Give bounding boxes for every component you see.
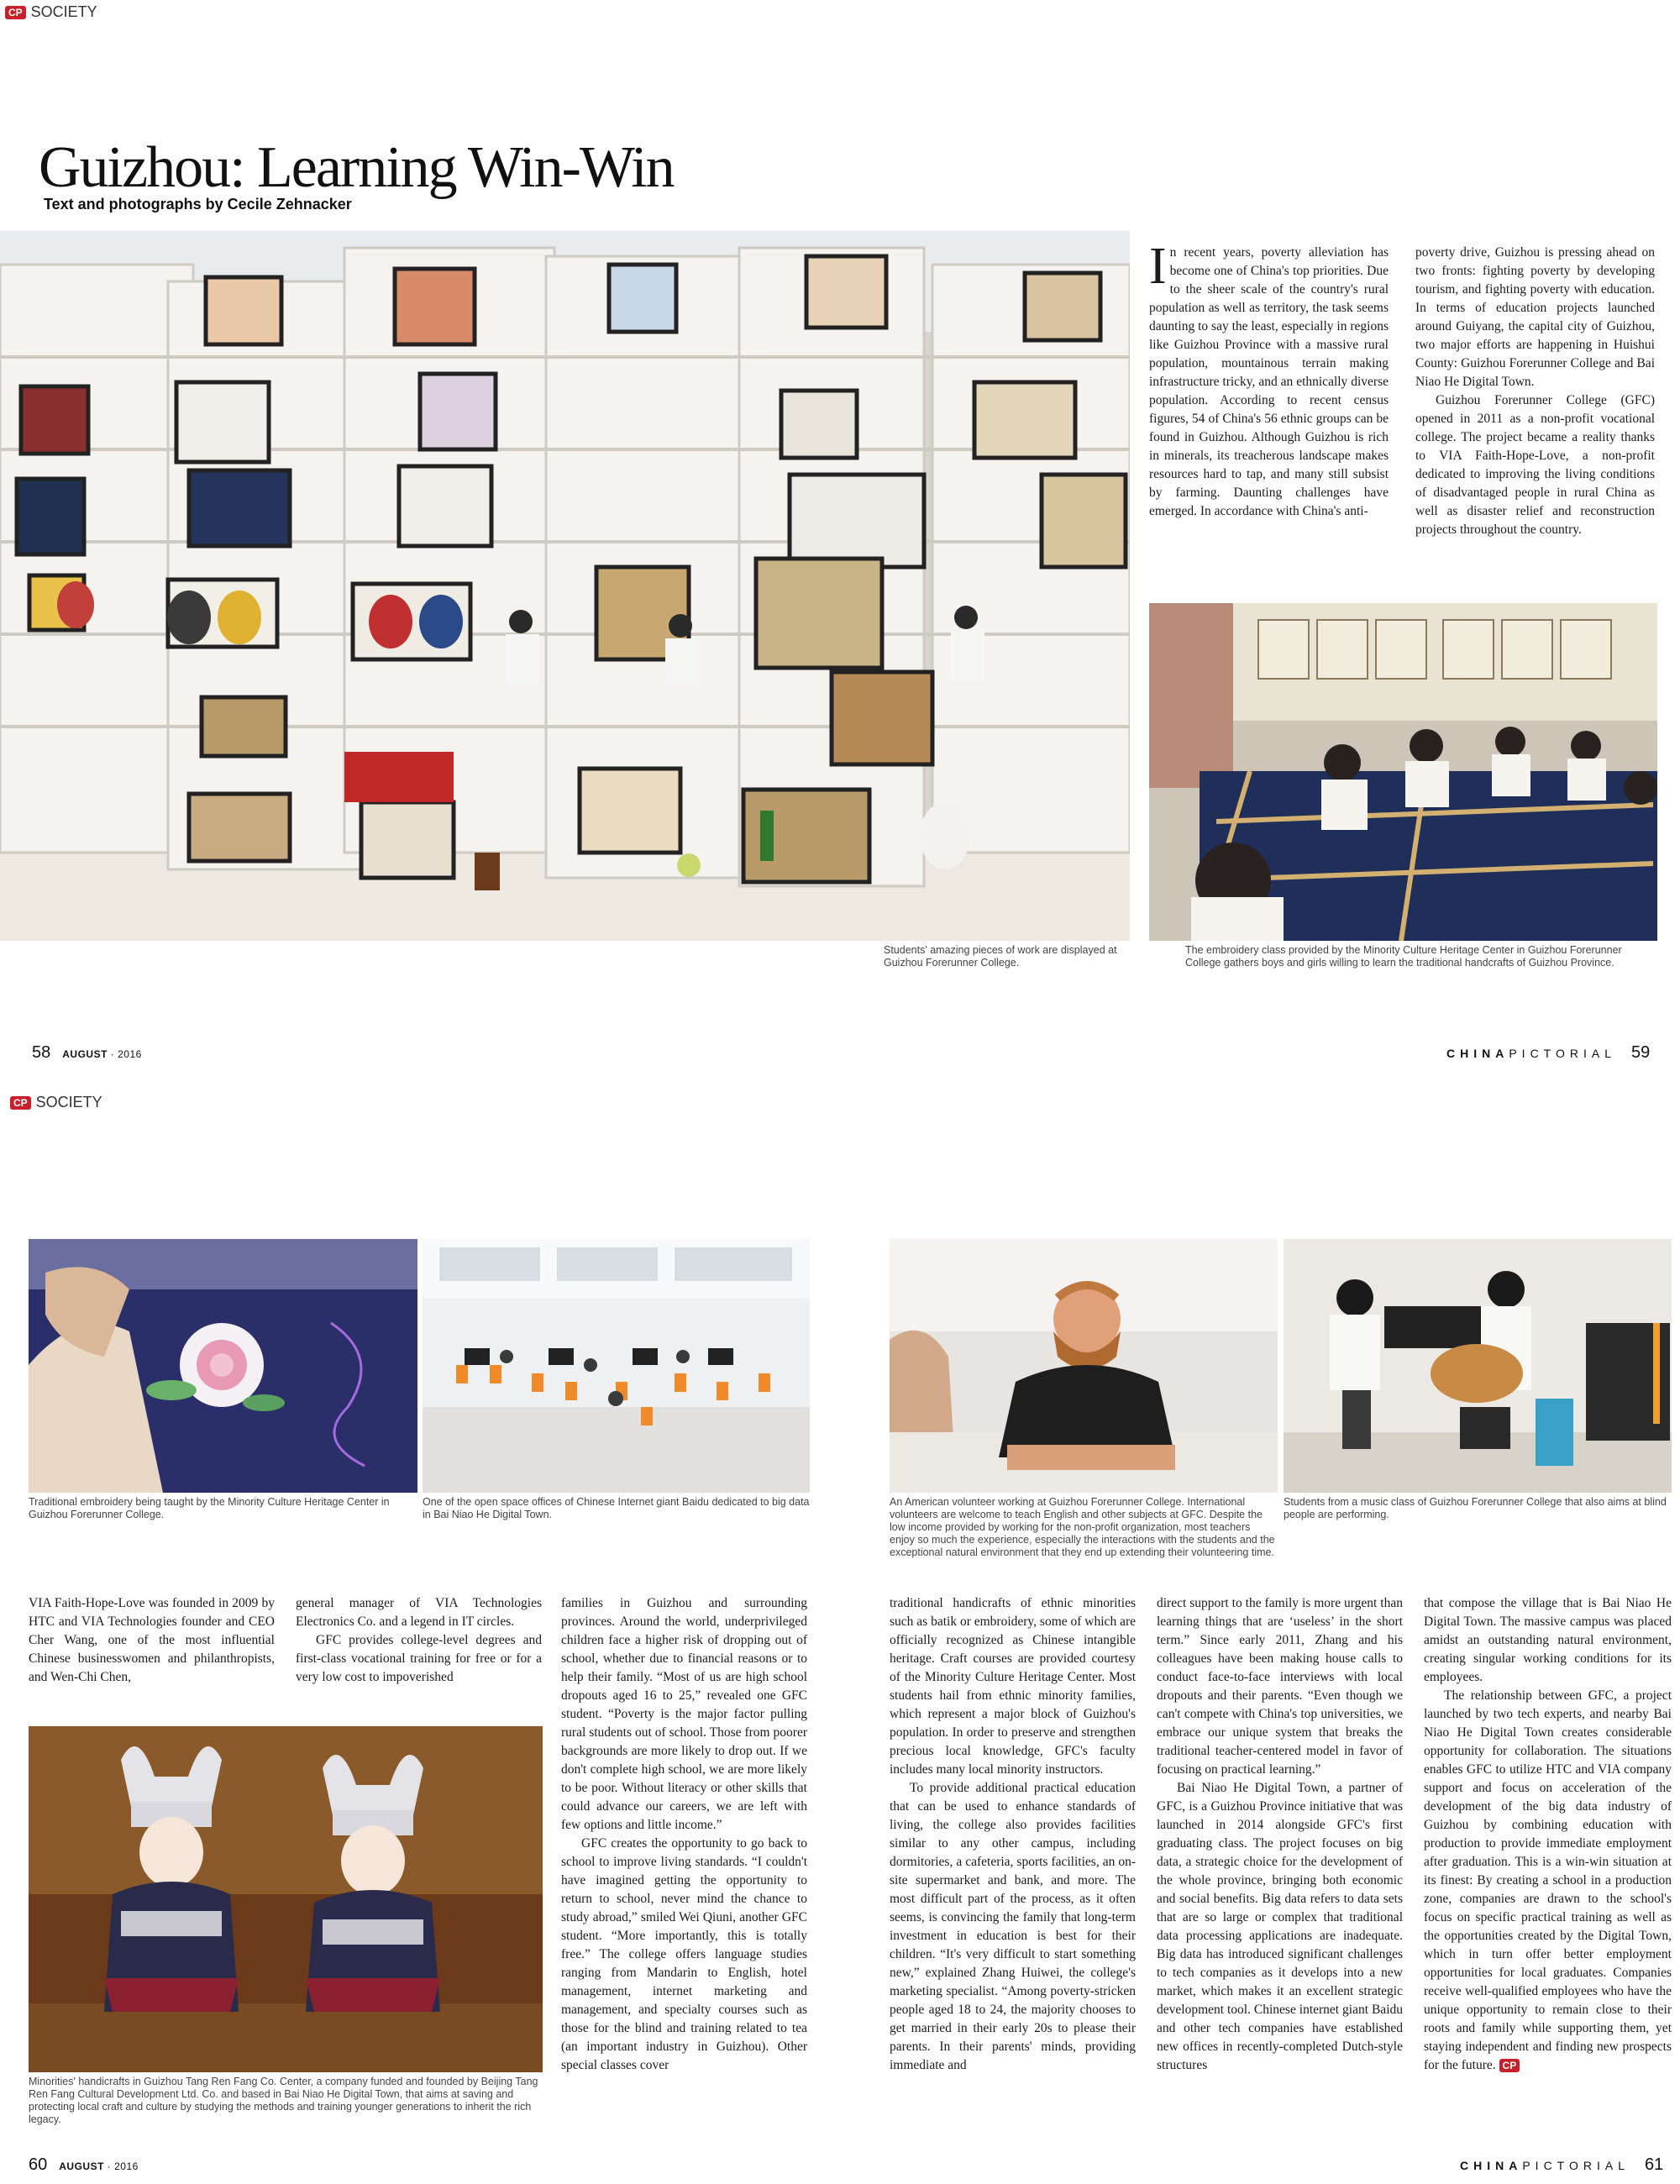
body-col2-p1: general manager of VIA Technologies Electronics Co. and a legend in IT circles. xyxy=(296,1596,542,1629)
masthead-light-bottom: PICTORIAL xyxy=(1522,2159,1630,2172)
embroidery-closeup-illustration xyxy=(29,1239,417,1493)
photo-embroidery-class xyxy=(1149,603,1657,941)
caption-embroidery-closeup: Traditional embroidery being taught by the Minority Culture Heritage Center in Guizhou Forerunner College. xyxy=(29,1496,390,1520)
masthead-bold-bottom: CHINA xyxy=(1460,2159,1523,2172)
intro-text-col1: n recent years, poverty alleviation has become one of China's top priorities. Due to the sheer scale of the country's rural population as well as territory, the task seems daunting to say the least, especially in regions like Guizhou Province with a massive rural population, mountainous terrain making infrastructure tricky, and an ethnically diverse population. According to recent census figures, 54 of China's 56 ethnic groups can be found in Guizhou. Although Guizhou is rich in minerals, its treacherous landscape makes resources hard to tap, and many still subsist by farming. Daunting challenges have emerged. In accordance with China's anti- xyxy=(1149,245,1389,518)
caption-minority-dolls: Minorities' handicrafts in Guizhou Tang Ren Fang Co. Center, a company funded and founded by Beijing Tang Ren Fang Cultural Development Ltd. Co. and based in Bai Niao He Digital Town, that aims at saving and protecting local craft and culture by studying the methods and training younger generations to inherit the rich legacy. xyxy=(29,2076,538,2125)
folio-left-top xyxy=(32,1043,142,1063)
china-pictorial-logo: CP xyxy=(5,6,26,19)
article-title: Guizhou: Learning Win-Win xyxy=(39,135,674,200)
page-number-58: 58 xyxy=(32,1043,51,1062)
body-col3-p2: GFC creates the opportunity to go back to school to improve living standards. “I couldn't have imagined getting the opportunity to return to school, never mind the chance to study abroad,” smiled Wei Qiuni, another GFC student. “More importantly, this is totally free.” The college offers language studies ranging from Mandarin to English, hotel management, internet marketing and management, and specialty courses such as those for the blind and training related to tea (an important industry in Guizhou). Other special classes cover xyxy=(561,1836,807,2072)
caption-shelves: Students' amazing pieces of work are displayed at Guizhou Forerunner College. xyxy=(884,944,1117,969)
caption-volunteer: An American volunteer working at Guizhou Forerunner College. International volunteers are welcome to teach English and other subjects at GFC. Despite the low income provided by working for the non-profit organization, most teachers enjoy so much the experience, especially the interactions with the students and the exceptional natural environment that they end up extending their volunteering time. xyxy=(890,1496,1275,1558)
article-byline: Text and photographs by Cecile Zehnacker xyxy=(44,196,352,213)
masthead-top xyxy=(1446,1047,1616,1060)
photo-shelves-display xyxy=(0,231,1130,941)
caption-embroidery-class: The embroidery class provided by the Minority Culture Heritage Center in Guizhou Forerunner College gathers boys and girls willing to learn the traditional handcrafts of Guizhou Province. xyxy=(1185,944,1622,969)
folio-right-top xyxy=(1446,1043,1650,1063)
masthead-light-top: PICTORIAL xyxy=(1509,1047,1616,1060)
body-column-2 xyxy=(296,1594,542,1687)
page-number-59: 59 xyxy=(1631,1043,1651,1062)
body-col4-p2: To provide additional practical education that can be used to enhance standards of living, the college also provides facilities similar to any other campus, including dormitories, a cafeteria, sports facilities, an on-site supermarket and bank, and more. The most difficult part of the process, as it often seems, is convincing the family that long-term investment in education is best for their children. “It's very difficult to start something new,” explained Zhang Huiwei, the college's marketing specialist. “Among poverty-stricken people aged 18 to 24, the majority chooses to get married in their early 20s to please their parents. In their parents' minds, providing immediate and xyxy=(890,1781,1136,2072)
folio-right-bottom xyxy=(1460,2155,1663,2175)
body-column-5 xyxy=(1157,1594,1403,2075)
end-mark-logo: CP xyxy=(1499,2059,1520,2072)
body-col4-p1: traditional handicrafts of ethnic minorities such as batik or embroidery, some of which are officially recognized as Chinese intangible heritage. Craft courses are provided courtesy of the Minority Culture Heritage Center. Most students hail from ethnic minority families, which represent a major block of Guizhou's population. In order to preserve and strengthen precious local knowledge, GFC's faculty includes many local minority instructors. xyxy=(890,1596,1136,1777)
body-col2-p2: GFC provides college-level degrees and first-class vocational training for free or for a very low cost to impoverished xyxy=(296,1633,542,1684)
intro-text-col2-p2: Guizhou Forerunner College (GFC) opened in 2011 as a non-profit vocational college. The project became a reality thanks to VIA Faith-Hope-Love, a non-profit dedicated to improving the living conditions of disadvantaged people in rural China as well as disaster relief and reconstruction projects throughout the country. xyxy=(1415,393,1655,537)
drop-cap: I xyxy=(1149,238,1167,295)
issue-date-top xyxy=(62,1048,142,1060)
masthead-bottom xyxy=(1460,2159,1630,2172)
page-number-61: 61 xyxy=(1645,2155,1664,2174)
section-label-bottom: SOCIETY xyxy=(35,1094,102,1110)
issue-month-top: AUGUST xyxy=(62,1048,108,1060)
body-col1-text: VIA Faith-Hope-Love was founded in 2009 by HTC and VIA Technologies founder and CEO Cher Wang, one of the most influential Chinese businesswomen and philanthropists, and Wen-Chi Chen, xyxy=(29,1596,275,1684)
section-header xyxy=(5,3,97,21)
caption-baidu-office: One of the open space offices of Chinese Internet giant Baidu dedicated to big data in Bai Niao He Digital Town. xyxy=(423,1496,810,1520)
body-column-6 xyxy=(1424,1594,1672,2075)
body-col5-p2: Bai Niao He Digital Town, a partner of GFC, is a Guizhou Province initiative that was launched in 2014 alongside GFC's first graduating class. The project focuses on big data, a strategic choice for the development of the whole province, bringing both economic and social benefits. Big data refers to data sets that are so large or complex that traditional data processing applications are inadequate. Big data has introduced significant challenges to tech companies as it develops into a new market, which makes it an excellent strategic development tool. Chinese internet giant Baidu and other tech companies have established new offices in recently-completed Dutch-style structures xyxy=(1157,1781,1403,2072)
intro-column-2 xyxy=(1415,244,1655,539)
body-col3-p1: families in Guizhou and surrounding provinces. Around the world, underprivileged children face a higher risk of dropping out of school, whether due to financial reasons or to help their family. “Most of us are high school dropouts aged 16 to 25,” revealed one GFC student. “Poverty is the major factor pulling rural students out of school. Those from poorer backgrounds are more likely to drop out. If we don't complete high school, we are more likely to be poor. Without literacy or other skills that could advance our careers, we are left with few options and little income.” xyxy=(561,1596,807,1832)
body-col6-p2-text: The relationship between GFC, a project launched by two tech experts, and nearby Bai Niao He Digital Town creates considerable opportunity for collaboration. The situations enables GFC to utilize HTC and VIA company support and focus on acceleration of the development of the big data industry of Guizhou by combining education with production to provide immediate employment after graduation. This is a win-win situation at its finest: By creating a school in a production zone, companies are drawn to the school's focus on specific practical training as well as the opportunities created by the Digital Town, which in turn offer better employment opportunities for local graduates. Companies receive well-qualified employees who have the unique opportunity to remain close to their roots and family while supporting them, yet staying independent and finding new prospects for the future. xyxy=(1424,1688,1672,2072)
folio-left-bottom xyxy=(29,2155,139,2175)
photo-embroidery-closeup xyxy=(29,1239,417,1493)
baidu-office-illustration xyxy=(423,1239,810,1493)
china-pictorial-logo-bottom: CP xyxy=(10,1096,31,1110)
body-col6-p2 xyxy=(1424,1687,1672,2075)
issue-month-bottom: AUGUST xyxy=(59,2160,104,2172)
section-label: SOCIETY xyxy=(30,3,97,20)
issue-year-bottom: · 2016 xyxy=(107,2160,139,2172)
section-header-bottom xyxy=(10,1094,102,1111)
masthead-bold-top: CHINA xyxy=(1446,1047,1509,1060)
issue-date-bottom xyxy=(59,2160,139,2172)
body-column-4 xyxy=(890,1594,1136,2075)
photo-baidu-office xyxy=(423,1239,810,1493)
body-col6-p1: that compose the village that is Bai Niao He Digital Town. The massive campus was placed amidst an outstanding natural environment, creating singular working conditions for its employees. xyxy=(1424,1596,1672,1684)
intro-column-1 xyxy=(1149,238,1389,521)
intro-text-col2-p1: poverty drive, Guizhou is pressing ahead on two fronts: fighting poverty by developing tourism, and fighting poverty with education. In terms of education projects launched around Guiyang, the capital city of Guizhou, two major efforts are happening in Huishui County: Guizhou Forerunner College and Bai Niao He Digital Town. xyxy=(1415,245,1655,389)
issue-year-top: · 2016 xyxy=(110,1048,142,1060)
volunteer-illustration xyxy=(890,1239,1278,1493)
page-number-60: 60 xyxy=(29,2155,48,2174)
shelves-photo-illustration xyxy=(0,231,1130,941)
photo-volunteer xyxy=(890,1239,1278,1493)
music-class-illustration xyxy=(1284,1239,1672,1493)
dolls-illustration xyxy=(29,1726,543,2072)
embroidery-class-illustration xyxy=(1149,603,1657,941)
photo-music-class xyxy=(1284,1239,1672,1493)
photo-minority-dolls xyxy=(29,1726,543,2072)
body-col5-p1: direct support to the family is more urgent than learning things that are ‘useless’ in the short term.” Since early 2011, Zhang and his colleagues have been making house calls to conduct face-to-face interviews with local dropouts and their parents. “Even though we can't compete with China's top universities, we embrace our unique system that breaks the traditional teacher-centered model in favor of focusing on practical learning.” xyxy=(1157,1596,1403,1777)
caption-music-class: Students from a music class of Guizhou Forerunner College that also aims at blind people are performing. xyxy=(1284,1496,1667,1520)
body-column-3 xyxy=(561,1594,807,2075)
body-column-1 xyxy=(29,1594,275,1687)
